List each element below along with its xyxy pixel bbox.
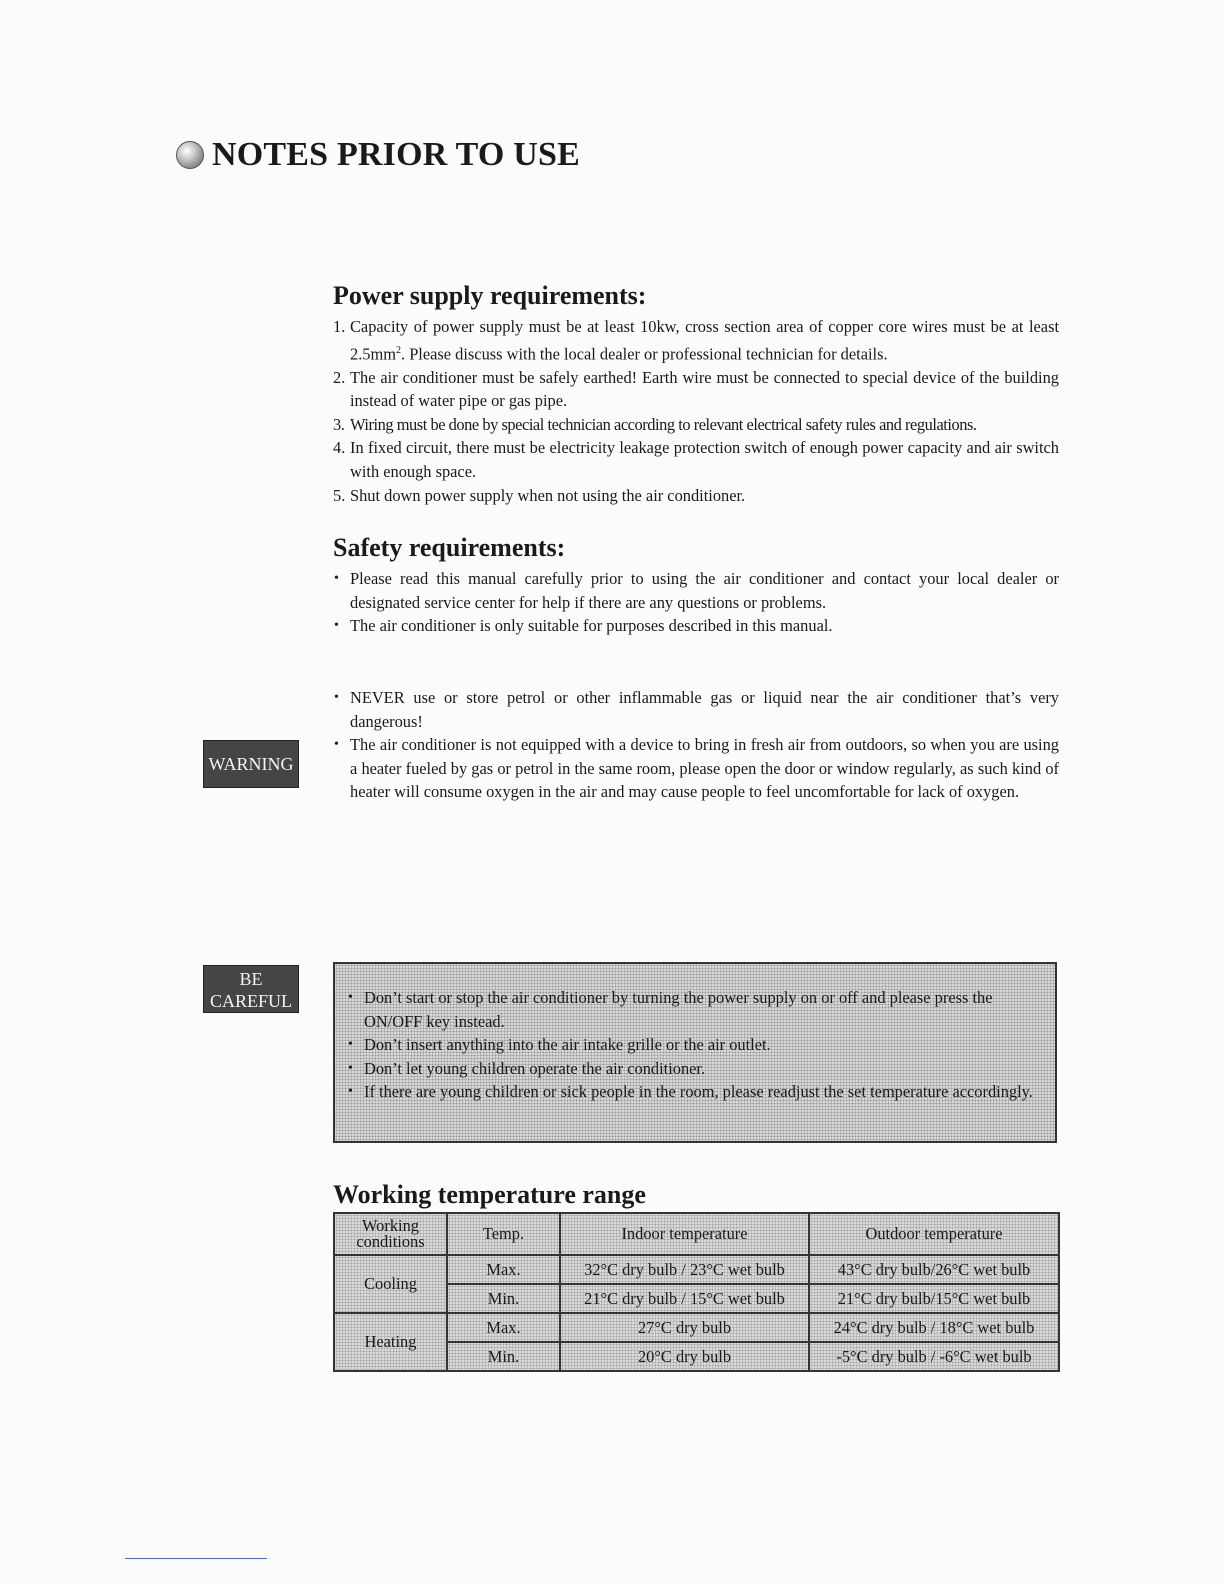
header-temp: Temp. [447, 1213, 560, 1255]
cooling-min-indoor: 21°C dry bulb / 15°C wet bulb [560, 1284, 809, 1313]
list-item-text: The air conditioner must be safely earthed! Earth wire must be connected to special device of the building instead of water pipe or gas pipe. [350, 367, 1059, 411]
heating-max-outdoor: 24°C dry bulb / 18°C wet bulb [809, 1313, 1059, 1342]
be-careful-label [203, 965, 299, 1013]
list-item [333, 567, 1059, 614]
footer-rule [125, 1558, 267, 1559]
list-item [333, 614, 1059, 638]
superscript: 2 [396, 344, 401, 356]
list-item-text: NEVER use or store petrol or other inflammable gas or liquid near the air conditioner that’s very dangerous! [350, 688, 1059, 731]
header-indoor: Indoor temperature [560, 1213, 809, 1255]
warning-list [333, 686, 1059, 804]
safety-heading: Safety requirements: [333, 533, 566, 562]
list-item [347, 986, 1043, 1033]
list-item [333, 436, 1059, 483]
page-title-text: NOTES PRIOR TO USE [212, 136, 580, 173]
header-working-conditions-line1: Working [362, 1216, 419, 1235]
list-item-text: Wiring must be done by special technician according to relevant electrical safety rules and regulations. [350, 414, 977, 434]
bullet-icon: • [334, 737, 339, 753]
power-supply-heading: Power supply requirements: [333, 281, 647, 310]
cooling-max-outdoor: 43°C dry bulb/26°C wet bulb [809, 1255, 1059, 1284]
list-marker: 3. [333, 414, 345, 434]
list-item-text: If there are young children or sick people in the room, please readjust the set temperature accordingly. [364, 1082, 1033, 1102]
list-item-text: In fixed circuit, there must be electricity leakage protection switch of enough power capacity and air switch with enough space. [350, 438, 1059, 482]
table-header-row [334, 1213, 1059, 1255]
heating-max-indoor: 27°C dry bulb [560, 1313, 809, 1342]
list-item-text: The air conditioner is only suitable for purposes described in this manual. [350, 616, 833, 636]
list-item-text: Don’t insert anything into the air intake grille or the air outlet. [364, 1035, 771, 1055]
list-marker: 4. [333, 438, 346, 458]
list-item [333, 733, 1059, 804]
header-outdoor: Outdoor temperature [809, 1213, 1059, 1255]
header-working-conditions-line2: conditions [356, 1232, 425, 1251]
sphere-bullet-icon [176, 141, 204, 169]
heating-min-label: Min. [447, 1342, 560, 1371]
heating-max-label: Max. [447, 1313, 560, 1342]
list-item [333, 315, 1059, 366]
list-item-text: Don’t let young children operate the air conditioner. [364, 1058, 706, 1078]
bullet-icon: • [334, 690, 339, 705]
bullet-icon: • [348, 990, 353, 1005]
warning-label: WARNING [203, 740, 299, 788]
be-careful-label-line2: CAREFUL [209, 991, 292, 1011]
power-supply-list [333, 315, 1059, 507]
list-item [347, 1080, 1043, 1104]
list-item [333, 686, 1059, 733]
list-item-text: . Please discuss with the local dealer or professional technician for details. [401, 344, 888, 364]
list-item [333, 484, 1059, 508]
list-item-text: Please read this manual carefully prior to using the air conditioner and contact your local dealer or designated service center for help if there are any questions or problems. [350, 569, 1059, 612]
table-row [334, 1313, 1059, 1342]
bullet-icon: • [348, 1060, 353, 1076]
bullet-icon: • [348, 1037, 353, 1053]
table-row [334, 1255, 1059, 1284]
list-item-text: Shut down power supply when not using the air conditioner. [350, 485, 746, 505]
list-marker: 2. [333, 367, 346, 387]
list-item-text: Don’t start or stop the air conditioner by turning the power supply on or off and please press the ON/OFF key instead. [364, 988, 993, 1031]
list-item [333, 413, 1059, 437]
list-item [347, 1033, 1043, 1057]
header-working-conditions [334, 1213, 447, 1255]
list-item-text: Capacity of power supply must be at least 10kw, cross section area of copper core wires must be at least 2.5mm [350, 317, 1059, 364]
heating-min-outdoor: -5°C dry bulb / -6°C wet bulb [809, 1342, 1059, 1371]
bullet-icon: • [348, 1084, 353, 1100]
page-title [176, 136, 580, 174]
list-item-text: The air conditioner is not equipped with a device to bring in fresh air from outdoors, so when you are using a heater fueled by gas or petrol in the same room, please open the door or window regularly, as such kind of heater will consume oxygen in the air and may cause people to feel uncomfortable for lack of oxygen. [350, 735, 1059, 802]
cooling-min-outdoor: 21°C dry bulb/15°C wet bulb [809, 1284, 1059, 1313]
be-careful-label-line1: BE [239, 969, 263, 989]
be-careful-box [333, 962, 1057, 1143]
temperature-heading: Working temperature range [333, 1180, 646, 1209]
bullet-icon: • [334, 618, 339, 634]
bullet-icon: • [334, 571, 339, 586]
heating-min-indoor: 20°C dry bulb [560, 1342, 809, 1371]
temperature-table [333, 1212, 1060, 1372]
safety-list [333, 567, 1059, 638]
cooling-label: Cooling [334, 1255, 447, 1313]
list-item [333, 366, 1059, 413]
list-marker: 1. [333, 317, 346, 336]
cooling-min-label: Min. [447, 1284, 560, 1313]
heating-label: Heating [334, 1313, 447, 1371]
cooling-max-indoor: 32°C dry bulb / 23°C wet bulb [560, 1255, 809, 1284]
list-marker: 5. [333, 485, 346, 505]
list-item [347, 1057, 1043, 1081]
cooling-max-label: Max. [447, 1255, 560, 1284]
